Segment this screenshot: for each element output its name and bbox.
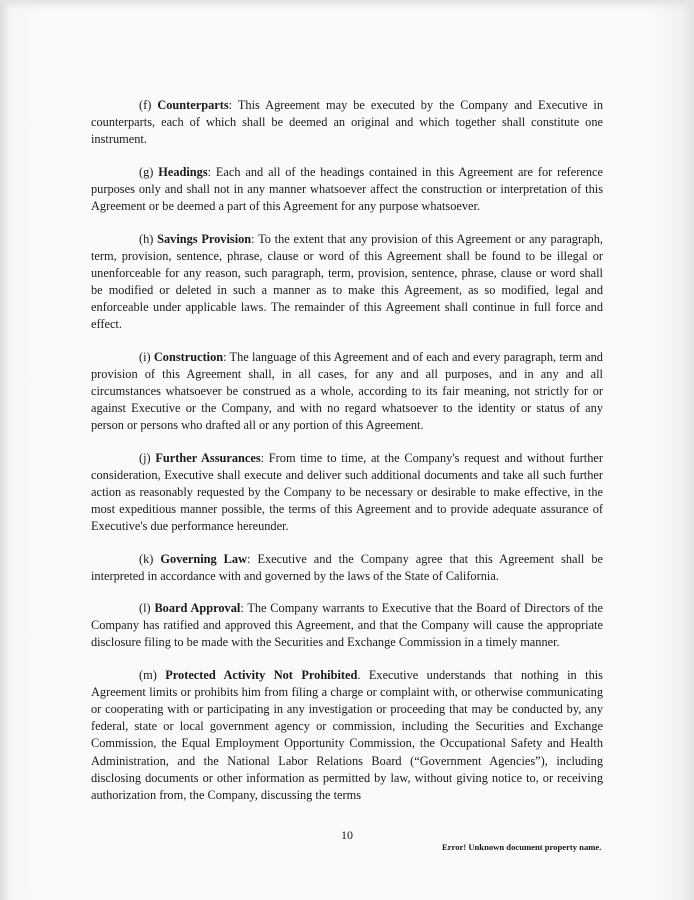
paragraph-label: (k) bbox=[139, 551, 161, 566]
paragraph-heading: Board Approval bbox=[154, 601, 241, 616]
paragraph-heading: Savings Provision bbox=[157, 231, 252, 246]
paragraph-savings-provision bbox=[91, 231, 603, 334]
paragraph-construction bbox=[91, 349, 603, 434]
paragraph-text: : This Agreement may be executed by the Company and Executive in counterparts, each of which shall be deemed an original and which together shall constitute one instrument. bbox=[91, 98, 603, 147]
paragraph-label: (i) bbox=[139, 349, 154, 364]
paragraph-text: . Executive understands that nothing in this Agreement limits or prohibits him from filing a charge or complaint with, or otherwise communicating or cooperating with or participating in any investigation or proceeding that may be conducted by, any federal, state or local government agency or commission, including the Securities and Exchange Commission, the Equal Employment Opportunity Commission, the Occupational Safety and Health Administration, and the National Labor Relations Board (“Government Agencies”), including disclosing documents or other information as permitted by law, without giving notice to, or receiving authorization from, the Company, discussing the terms bbox=[91, 668, 603, 802]
paragraph-label: (g) bbox=[139, 164, 159, 179]
paragraph-counterparts bbox=[91, 97, 603, 148]
page-number: 10 bbox=[341, 828, 353, 842]
paragraph-protected-activity bbox=[91, 667, 603, 804]
paragraph-text: : Executive and the Company agree that this Agreement shall be interpreted in accordance with and governed by the laws of the State of California. bbox=[91, 551, 604, 583]
paragraph-text: : The Company warrants to Executive that the Board of Directors of the Company has ratified and approved this Agreement, and that the Company will cause the appropriate disclosure filing to be made with the Securities and Exchange Commission in a timely manner. bbox=[91, 601, 603, 650]
paragraph-heading: Protected Activity Not Prohibited bbox=[165, 668, 358, 683]
paragraph-heading: Construction bbox=[153, 349, 224, 364]
paragraph-heading: Governing Law bbox=[160, 551, 247, 566]
paragraph-heading: Further Assurances bbox=[155, 450, 261, 465]
paragraph-further-assurances bbox=[91, 450, 603, 535]
paragraph-text: : Each and all of the headings contained in this Agreement are for reference purposes only and shall not in any manner whatsoever affect the construction or interpretation of this Agreement or be deemed a part of this Agreement for any purpose whatsoever. bbox=[91, 164, 603, 213]
paragraph-label: (j) bbox=[139, 450, 156, 465]
paragraph-text: : From time to time, at the Company's request and without further consideration, Executive shall execute and deliver such additional documents and take all such further action as reasonably requested by the Company to be necessary or desirable to make effective, in the most expeditious manner possible, the terms of this Agreement and to provide adequate assurance of Executive's due performance hereunder. bbox=[91, 450, 603, 533]
paragraph-text: : The language of this Agreement and of each and every paragraph, term and provision of this Agreement shall, in all cases, for any and all purposes, and in any and all circumstances whatsoever be construed as a whole, according to its fair meaning, not strictly for or against Executive or the Company, and with no regard whatsoever to the identity or status of any person or persons who drafted all or any portion of this Agreement. bbox=[91, 349, 603, 432]
paragraph-heading: Counterparts bbox=[157, 98, 229, 112]
footer-property-error: Error! Unknown document property name. bbox=[442, 842, 602, 852]
paragraph-label: (h) bbox=[139, 231, 158, 246]
document-body bbox=[91, 97, 603, 819]
paragraph-label: (l) bbox=[139, 601, 155, 616]
paragraph-text: : To the extent that any provision of this Agreement or any paragraph, term, provision, sentence, phrase, clause or word of this Agreement shall be found to be illegal or unenforceable for any reason, such paragraph, term, provision, sentence, phrase, clause or word shall be modified or deleted in such a manner as to make this Agreement, as so modified, legal and enforceable under applicable laws. The remainder of this Agreement shall continue in full force and effect. bbox=[91, 231, 603, 332]
paragraph-headings bbox=[91, 164, 603, 215]
paragraph-governing-law bbox=[91, 551, 603, 585]
paragraph-heading: Headings bbox=[158, 164, 208, 179]
paragraph-board-approval bbox=[91, 600, 603, 651]
paragraph-label: (m) bbox=[139, 668, 166, 683]
paragraph-label: (f) bbox=[139, 98, 158, 112]
